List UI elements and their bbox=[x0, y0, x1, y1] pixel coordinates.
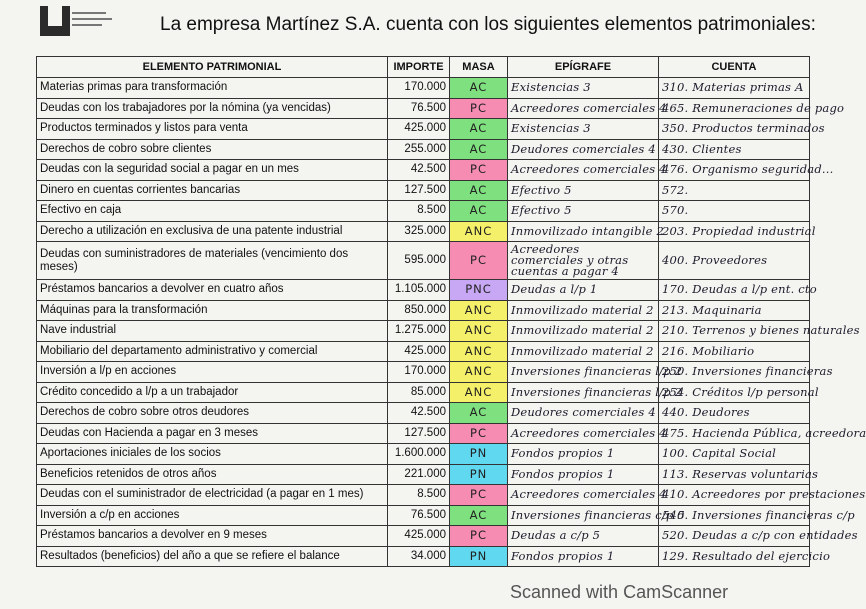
cell-elemento: Beneficios retenidos de otros años bbox=[37, 464, 388, 485]
table-row bbox=[37, 180, 810, 201]
cell-importe: 34.000 bbox=[388, 546, 450, 567]
header-elemento: ELEMENTO PATRIMONIAL bbox=[37, 57, 388, 78]
cell-elemento: Deudas con el suministrador de electricidad (a pagar en 1 mes) bbox=[37, 485, 388, 506]
header-masa: MASA bbox=[450, 57, 508, 78]
cell-importe: 42.500 bbox=[388, 160, 450, 181]
cell-importe: 170.000 bbox=[388, 78, 450, 99]
cell-cuenta: 476. Organismo seguridad... bbox=[659, 160, 810, 181]
cell-cuenta: 430. Clientes bbox=[659, 139, 810, 160]
table-row bbox=[37, 382, 810, 403]
cell-importe: 8.500 bbox=[388, 485, 450, 506]
cell-cuenta: 213. Maquinaria bbox=[659, 300, 810, 321]
cell-masa: AC bbox=[450, 505, 508, 526]
cell-epigrafe: Existencias 3 bbox=[508, 78, 659, 99]
cell-importe: 425.000 bbox=[388, 526, 450, 547]
cell-elemento: Productos terminados y listos para venta bbox=[37, 119, 388, 140]
table-row bbox=[37, 300, 810, 321]
cell-importe: 1.600.000 bbox=[388, 444, 450, 465]
header-epigrafe: EPÍGRAFE bbox=[508, 57, 659, 78]
cell-cuenta: 520. Deudas a c/p con entidades bbox=[659, 526, 810, 547]
cell-masa: PN bbox=[450, 546, 508, 567]
table-row bbox=[37, 485, 810, 506]
header-importe: IMPORTE bbox=[388, 57, 450, 78]
cell-elemento: Derecho a utilización en exclusiva de una patente industrial bbox=[37, 221, 388, 242]
cell-importe: 221.000 bbox=[388, 464, 450, 485]
cell-elemento: Crédito concedido a l/p a un trabajador bbox=[37, 382, 388, 403]
cell-elemento: Materias primas para transformación bbox=[37, 78, 388, 99]
cell-epigrafe: Inmovilizado material 2 bbox=[508, 341, 659, 362]
cell-masa: PC bbox=[450, 98, 508, 119]
cell-epigrafe: Inmovilizado intangible 2 bbox=[508, 221, 659, 242]
table-row bbox=[37, 341, 810, 362]
cell-cuenta: 475. Hacienda Pública, acreedora bbox=[659, 423, 810, 444]
cell-masa: PN bbox=[450, 444, 508, 465]
cell-epigrafe: Acreedores comerciales y otras cuentas a pagar 4 bbox=[508, 242, 659, 280]
cell-epigrafe: Acreedores comerciales 4 bbox=[508, 485, 659, 506]
camscanner-watermark: Scanned with CamScanner bbox=[510, 582, 729, 602]
cell-importe: 425.000 bbox=[388, 119, 450, 140]
cell-cuenta: 400. Proveedores bbox=[659, 242, 810, 280]
cell-epigrafe: Existencias 3 bbox=[508, 119, 659, 140]
cell-epigrafe: Inversiones financieras l/p 2 bbox=[508, 382, 659, 403]
cell-elemento: Deudas con los trabajadores por la nómina (ya vencidas) bbox=[37, 98, 388, 119]
cell-importe: 76.500 bbox=[388, 505, 450, 526]
cell-epigrafe: Inmovilizado material 2 bbox=[508, 321, 659, 342]
cell-elemento: Resultados (beneficios) del año a que se refiere el balance bbox=[37, 546, 388, 567]
cell-elemento: Derechos de cobro sobre otros deudores bbox=[37, 403, 388, 424]
cell-epigrafe: Acreedores comerciales 4 bbox=[508, 98, 659, 119]
cell-elemento: Préstamos bancarios a devolver en 9 meses bbox=[37, 526, 388, 547]
cell-masa: AC bbox=[450, 180, 508, 201]
header-cuenta: CUENTA bbox=[659, 57, 810, 78]
table-row bbox=[37, 362, 810, 383]
table-row bbox=[37, 242, 810, 280]
table-row bbox=[37, 139, 810, 160]
cell-cuenta: 465. Remuneraciones de pago bbox=[659, 98, 810, 119]
cell-masa: PN bbox=[450, 464, 508, 485]
cell-elemento: Dinero en cuentas corrientes bancarias bbox=[37, 180, 388, 201]
cell-masa: AC bbox=[450, 78, 508, 99]
table-row bbox=[37, 403, 810, 424]
cell-cuenta: 250. Inversiones financieras bbox=[659, 362, 810, 383]
cell-masa: AC bbox=[450, 119, 508, 140]
table-row bbox=[37, 546, 810, 567]
cell-elemento: Mobiliario del departamento administrativo y comercial bbox=[37, 341, 388, 362]
cell-elemento: Aportaciones iniciales de los socios bbox=[37, 444, 388, 465]
cell-importe: 850.000 bbox=[388, 300, 450, 321]
cell-cuenta: 216. Mobiliario bbox=[659, 341, 810, 362]
cell-masa: ANC bbox=[450, 362, 508, 383]
cell-epigrafe: Deudas a l/p 1 bbox=[508, 280, 659, 301]
cell-importe: 170.000 bbox=[388, 362, 450, 383]
cell-elemento: Máquinas para la transformación bbox=[37, 300, 388, 321]
cell-cuenta: 210. Terrenos y bienes naturales bbox=[659, 321, 810, 342]
cell-masa: AC bbox=[450, 201, 508, 222]
cell-importe: 76.500 bbox=[388, 98, 450, 119]
table-row bbox=[37, 98, 810, 119]
cell-epigrafe: Inversiones financieras c/p 5 bbox=[508, 505, 659, 526]
cell-masa: PC bbox=[450, 485, 508, 506]
cell-epigrafe: Inversiones financieras l/p 2 bbox=[508, 362, 659, 383]
cell-masa: ANC bbox=[450, 382, 508, 403]
table-row bbox=[37, 280, 810, 301]
cell-elemento: Deudas con Hacienda a pagar en 3 meses bbox=[37, 423, 388, 444]
cell-epigrafe: Fondos propios 1 bbox=[508, 546, 659, 567]
cell-masa: ANC bbox=[450, 221, 508, 242]
cell-epigrafe: Deudores comerciales 4 bbox=[508, 403, 659, 424]
cell-epigrafe: Fondos propios 1 bbox=[508, 464, 659, 485]
cell-masa: PC bbox=[450, 423, 508, 444]
cell-elemento: Deudas con suministradores de materiales (vencimiento dos meses) bbox=[37, 242, 388, 280]
cell-importe: 127.500 bbox=[388, 180, 450, 201]
cell-cuenta: 170. Deudas a l/p ent. cto bbox=[659, 280, 810, 301]
cell-elemento: Préstamos bancarios a devolver en cuatro años bbox=[37, 280, 388, 301]
table-row bbox=[37, 78, 810, 99]
cell-masa: PC bbox=[450, 242, 508, 280]
cell-elemento: Efectivo en caja bbox=[37, 201, 388, 222]
table-row bbox=[37, 201, 810, 222]
table-row bbox=[37, 444, 810, 465]
cell-importe: 325.000 bbox=[388, 221, 450, 242]
cell-cuenta: 572. bbox=[659, 180, 810, 201]
cell-cuenta: 310. Materias primas A bbox=[659, 78, 810, 99]
table-body bbox=[37, 78, 866, 567]
cell-epigrafe: Efectivo 5 bbox=[508, 180, 659, 201]
cell-importe: 8.500 bbox=[388, 201, 450, 222]
cell-cuenta: 113. Reservas voluntarias bbox=[659, 464, 810, 485]
table-row bbox=[37, 423, 810, 444]
cell-cuenta: 410. Acreedores por prestaciones bbox=[659, 485, 810, 506]
cell-importe: 127.500 bbox=[388, 423, 450, 444]
cell-masa: ANC bbox=[450, 341, 508, 362]
cell-importe: 42.500 bbox=[388, 403, 450, 424]
cell-epigrafe: Acreedores comerciales 4 bbox=[508, 423, 659, 444]
cell-masa: PC bbox=[450, 526, 508, 547]
cell-importe: 1.105.000 bbox=[388, 280, 450, 301]
table-row bbox=[37, 526, 810, 547]
school-logo bbox=[40, 6, 114, 36]
cell-cuenta: 129. Resultado del ejercicio bbox=[659, 546, 810, 567]
table-row bbox=[37, 160, 810, 181]
cell-importe: 595.000 bbox=[388, 242, 450, 280]
cell-masa: AC bbox=[450, 139, 508, 160]
cell-cuenta: 540. Inversiones financieras c/p bbox=[659, 505, 810, 526]
cell-epigrafe: Deudas a c/p 5 bbox=[508, 526, 659, 547]
table-row bbox=[37, 119, 810, 140]
cell-epigrafe: Inmovilizado material 2 bbox=[508, 300, 659, 321]
cell-masa: AC bbox=[450, 403, 508, 424]
cell-masa: PC bbox=[450, 160, 508, 181]
cell-elemento: Deudas con la seguridad social a pagar en un mes bbox=[37, 160, 388, 181]
cell-cuenta: 203. Propiedad industrial bbox=[659, 221, 810, 242]
cell-epigrafe: Deudores comerciales 4 bbox=[508, 139, 659, 160]
cell-cuenta: 254. Créditos l/p personal bbox=[659, 382, 810, 403]
cell-importe: 85.000 bbox=[388, 382, 450, 403]
cell-masa: ANC bbox=[450, 300, 508, 321]
cell-cuenta: 440. Deudores bbox=[659, 403, 810, 424]
cell-elemento: Nave industrial bbox=[37, 321, 388, 342]
cell-epigrafe: Efectivo 5 bbox=[508, 201, 659, 222]
table-header-row bbox=[37, 57, 810, 78]
table-row bbox=[37, 505, 810, 526]
cell-importe: 1.275.000 bbox=[388, 321, 450, 342]
cell-importe: 255.000 bbox=[388, 139, 450, 160]
cell-epigrafe: Fondos propios 1 bbox=[508, 444, 659, 465]
cell-epigrafe: Acreedores comerciales 4 bbox=[508, 160, 659, 181]
cell-masa: PNC bbox=[450, 280, 508, 301]
cell-cuenta: 570. bbox=[659, 201, 810, 222]
page-title: La empresa Martínez S.A. cuenta con los siguientes elementos patrimoniales: bbox=[160, 14, 816, 35]
cell-cuenta: 100. Capital Social bbox=[659, 444, 810, 465]
cell-masa: ANC bbox=[450, 321, 508, 342]
cell-importe: 425.000 bbox=[388, 341, 450, 362]
cell-elemento: Inversión a c/p en acciones bbox=[37, 505, 388, 526]
table-row bbox=[37, 321, 810, 342]
cell-cuenta: 350. Productos terminados bbox=[659, 119, 810, 140]
table-row bbox=[37, 464, 810, 485]
cell-elemento: Inversión a l/p en acciones bbox=[37, 362, 388, 383]
cell-elemento: Derechos de cobro sobre clientes bbox=[37, 139, 388, 160]
table-row bbox=[37, 221, 810, 242]
patrimonial-table bbox=[36, 56, 866, 567]
